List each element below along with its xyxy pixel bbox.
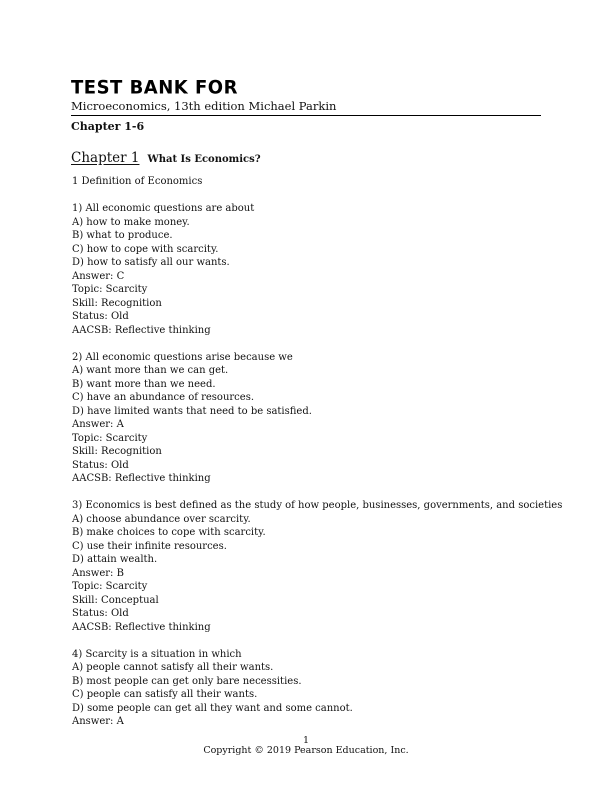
answer-option: D) attain wealth.	[72, 554, 158, 565]
answer-option: C) have an abundance of resources.	[72, 392, 255, 403]
question-topic: Topic: Scarcity	[72, 581, 148, 592]
spacer	[72, 337, 552, 351]
answer-key: Answer: B	[72, 567, 124, 579]
question-stem: 1) All economic questions are about	[72, 203, 255, 214]
question-status: Status: Old	[72, 311, 129, 322]
question-stem: 3) Economics is best defined as the study of how people, businesses, governments, and societies	[72, 500, 563, 511]
chapter-name: What Is Economics?	[147, 154, 261, 165]
question-topic: Topic: Scarcity	[72, 432, 148, 444]
answer-option: A) choose abundance over scarcity.	[72, 513, 251, 525]
question-status: Status: Old	[72, 608, 129, 619]
answer-option: B) most people can get only bare necessities.	[72, 675, 302, 687]
question-stem: 4) Scarcity is a situation in which	[72, 648, 242, 660]
chapter-link[interactable]: Chapter 1	[71, 150, 140, 166]
answer-option: B) want more than we need.	[72, 378, 216, 390]
copyright-notice: Copyright © 2019 Pearson Education, Inc.	[203, 745, 409, 756]
answer-option: B) make choices to cope with scarcity.	[72, 527, 266, 538]
question-aacsb: AACSB: Reflective thinking	[72, 621, 211, 633]
document-subtitle: Microeconomics, 13th edition Michael Parkin	[71, 99, 337, 113]
chapters-range: Chapter 1-6	[71, 120, 145, 133]
answer-option: A) want more than we can get.	[72, 365, 229, 376]
chapter-heading	[71, 147, 261, 166]
answer-key: Answer: A	[72, 419, 124, 430]
question-aacsb: AACSB: Reflective thinking	[72, 324, 211, 336]
question-status: Status: Old	[72, 459, 129, 471]
question-stem: 2) All economic questions arise because we	[72, 351, 293, 363]
question-skill: Skill: Recognition	[72, 297, 162, 309]
question-skill: Skill: Conceptual	[72, 594, 159, 606]
section-heading: 1 Definition of Economics	[72, 176, 203, 187]
header-divider	[71, 115, 541, 116]
question-skill: Skill: Recognition	[72, 446, 162, 457]
spacer	[72, 486, 552, 500]
question-list	[72, 175, 563, 729]
answer-option: A) how to make money.	[72, 216, 190, 228]
answer-option: B) what to produce.	[72, 230, 173, 241]
answer-option: D) how to satisfy all our wants.	[72, 257, 230, 268]
answer-key: Answer: C	[72, 270, 125, 282]
answer-key: Answer: A	[72, 716, 124, 727]
answer-option: D) have limited wants that need to be satisfied.	[72, 405, 312, 417]
answer-option: C) people can satisfy all their wants.	[72, 689, 258, 700]
page-number: 1	[302, 735, 310, 746]
question-topic: Topic: Scarcity	[72, 284, 148, 295]
spacer	[72, 634, 552, 648]
answer-option: C) use their infinite resources.	[72, 540, 227, 552]
question-aacsb: AACSB: Reflective thinking	[72, 473, 211, 484]
document-title: TEST BANK FOR	[71, 76, 238, 99]
spacer	[72, 189, 552, 203]
answer-option: C) how to cope with scarcity.	[72, 243, 219, 255]
answer-option: D) some people can get all they want and some cannot.	[72, 702, 353, 714]
answer-option: A) people cannot satisfy all their wants.	[72, 662, 274, 673]
